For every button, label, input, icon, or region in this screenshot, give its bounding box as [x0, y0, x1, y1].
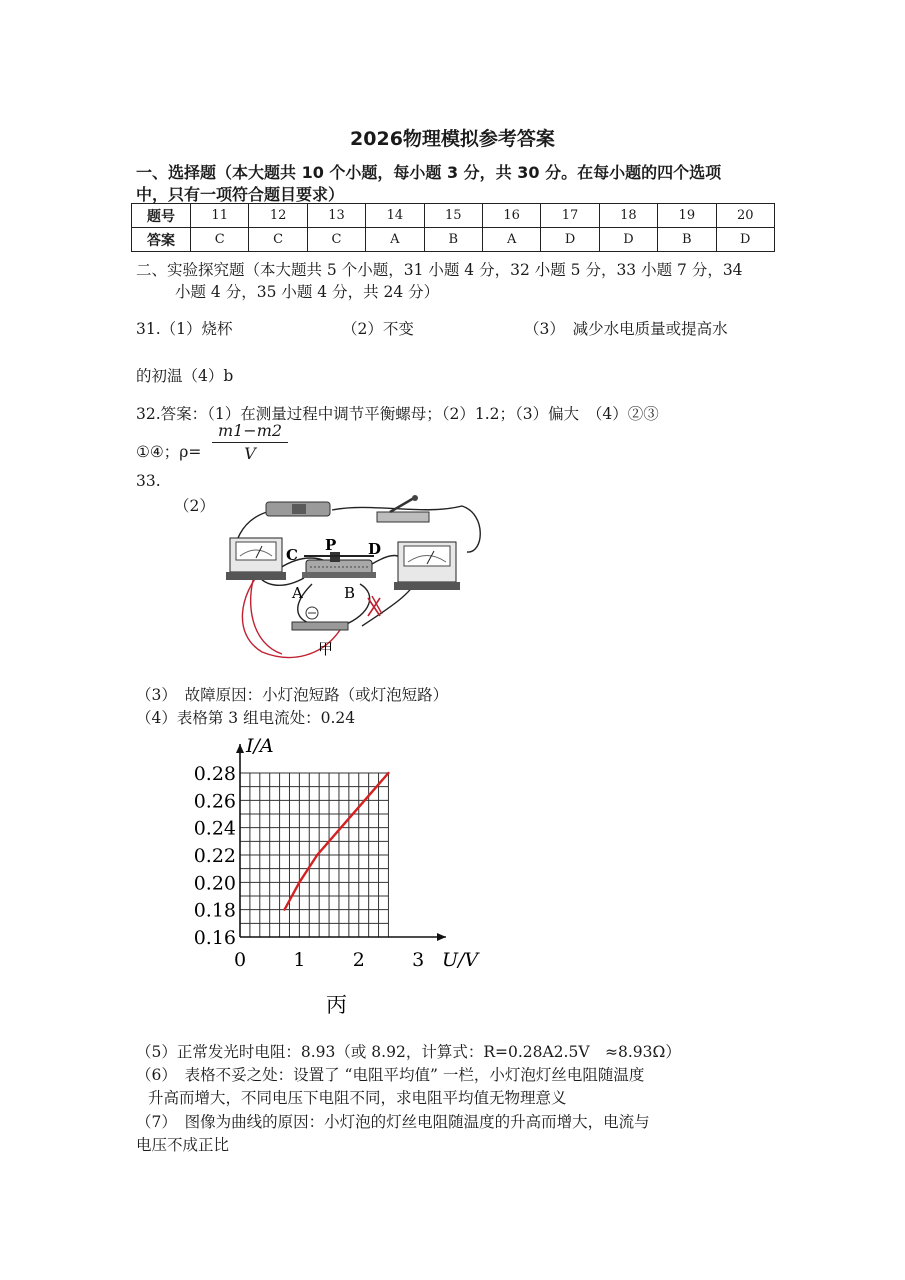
- x-axis-label: U/V: [442, 949, 479, 971]
- table-cell: C: [249, 228, 307, 252]
- table-cell: D: [599, 228, 657, 252]
- q33-sub7-line2: 电压不成正比: [136, 1136, 230, 1154]
- table-cell: 12: [249, 204, 307, 228]
- fraction-denominator: V: [244, 444, 256, 463]
- table-cell: B: [658, 228, 716, 252]
- label-D: D: [368, 540, 382, 558]
- label-P: P: [325, 536, 337, 554]
- data-point: [283, 908, 285, 910]
- x-tick-label: 2: [352, 949, 365, 971]
- table-cell: 17: [541, 204, 599, 228]
- q33-sub6-line2: 升高而增大，不同电压下电阻不同，求电阻平均值无物理意义: [148, 1089, 567, 1107]
- y-tick-label: 0.22: [193, 845, 236, 867]
- data-point: [316, 854, 318, 856]
- section1-heading-line1: 一、选择题（本大题共 10 个小题，每小题 3 分，共 30 分。在每小题的四个选项: [136, 163, 722, 182]
- x-tick-label: 3: [412, 949, 425, 971]
- q33-sub3: （3） 故障原因：小灯泡短路（或灯泡短路）: [136, 686, 449, 704]
- y-tick-label: 0.24: [193, 817, 236, 840]
- table-cell: 11: [191, 204, 249, 228]
- q33-sub5: （5）正常发光时电阻：8.93（或 8.92，计算式：R=0.28A2.5V ≈8.93Ω）: [136, 1043, 681, 1061]
- data-point: [387, 772, 389, 774]
- q32-line2: ①④；ρ=: [136, 443, 202, 461]
- voltmeter: [394, 542, 460, 590]
- table-cell: 18: [599, 204, 657, 228]
- q31-part2: （2）不变: [342, 320, 414, 338]
- page-title: 2026物理模拟参考答案: [350, 128, 555, 150]
- y-tick-label: 0.20: [193, 872, 236, 895]
- y-tick-labels: [194, 763, 236, 949]
- y-tick-label: 0.18: [193, 899, 236, 922]
- y-tick-label: 0.16: [193, 927, 236, 949]
- x-tick-label: 1: [293, 949, 306, 971]
- label-B: B: [344, 584, 356, 602]
- table-cell: 16: [482, 204, 540, 228]
- y-tick-label: 0.28: [193, 763, 236, 785]
- table-cell: 20: [716, 204, 774, 228]
- data-point: [363, 799, 365, 801]
- section2-heading-line1: 二、实验探究题（本大题共 5 个小题，31 小题 4 分，32 小题 5 分，33 小题 7 分，34: [136, 261, 743, 279]
- table-row-answers: [132, 228, 775, 252]
- row-label-answer: 答案: [132, 228, 191, 252]
- rheostat: [302, 552, 376, 578]
- table-cell: B: [424, 228, 482, 252]
- iv-graph: [180, 730, 500, 1030]
- section1-heading-line2: 中，只有一项符合题目要求）: [136, 185, 345, 204]
- table-cell: 13: [307, 204, 365, 228]
- answer-table: [131, 203, 775, 252]
- q33-sub4: （4）表格第 3 组电流处：0.24: [136, 709, 356, 727]
- table-cell: A: [366, 228, 424, 252]
- section2-heading-line2: 小题 4 分，35 小题 4 分，共 24 分）: [175, 283, 440, 301]
- label-A: A: [292, 584, 303, 602]
- circuit-diagram: [222, 494, 484, 666]
- table-cell: A: [482, 228, 540, 252]
- table-cell: 15: [424, 204, 482, 228]
- graph-axes: [236, 744, 446, 941]
- table-cell: D: [541, 228, 599, 252]
- data-point: [340, 826, 342, 828]
- graph-caption: 丙: [326, 993, 347, 1017]
- x-axis-arrow: [437, 933, 446, 941]
- table-cell: D: [716, 228, 774, 252]
- q33-sub7-line1: （7） 图像为曲线的原因：小灯泡的灯丝电阻随温度的升高而增大，电流与: [136, 1113, 650, 1131]
- label-C: C: [286, 546, 298, 564]
- table-cell: 19: [658, 204, 716, 228]
- row-label-number: 题号: [132, 204, 191, 228]
- data-point: [298, 881, 300, 883]
- table-cell: C: [191, 228, 249, 252]
- table-cell: 14: [366, 204, 424, 228]
- fraction-numerator: m1−m2: [212, 421, 288, 443]
- label-jia: 甲: [318, 640, 334, 658]
- ammeter: [226, 538, 286, 580]
- y-axis-label: I/A: [246, 735, 274, 757]
- q31-part3: （3） 减少水电质量或提高水: [524, 320, 728, 338]
- y-axis-arrow: [236, 744, 244, 753]
- x-tick-label: 0: [233, 949, 247, 971]
- table-cell: C: [307, 228, 365, 252]
- q33-sub2-label: （2）: [174, 497, 215, 515]
- table-row-numbers: [132, 204, 775, 228]
- x-tick-labels: [234, 949, 424, 971]
- lamp: [292, 607, 348, 630]
- q33-sub6-line1: （6） 表格不妥之处：设置了 “电阻平均值” 一栏，小灯泡灯丝电阻随温度: [136, 1066, 645, 1084]
- q31-part4: 的初温（4）b: [136, 367, 234, 385]
- q31-part1: 31.（1）烧杯: [136, 320, 233, 338]
- q33-number: 33.: [136, 472, 161, 490]
- density-fraction: [212, 421, 288, 463]
- q32-line1: 32.答案：（1）在测量过程中调节平衡螺母；（2）1.2；（3）偏大 （4）②③: [136, 405, 659, 423]
- y-tick-label: 0.26: [193, 790, 236, 813]
